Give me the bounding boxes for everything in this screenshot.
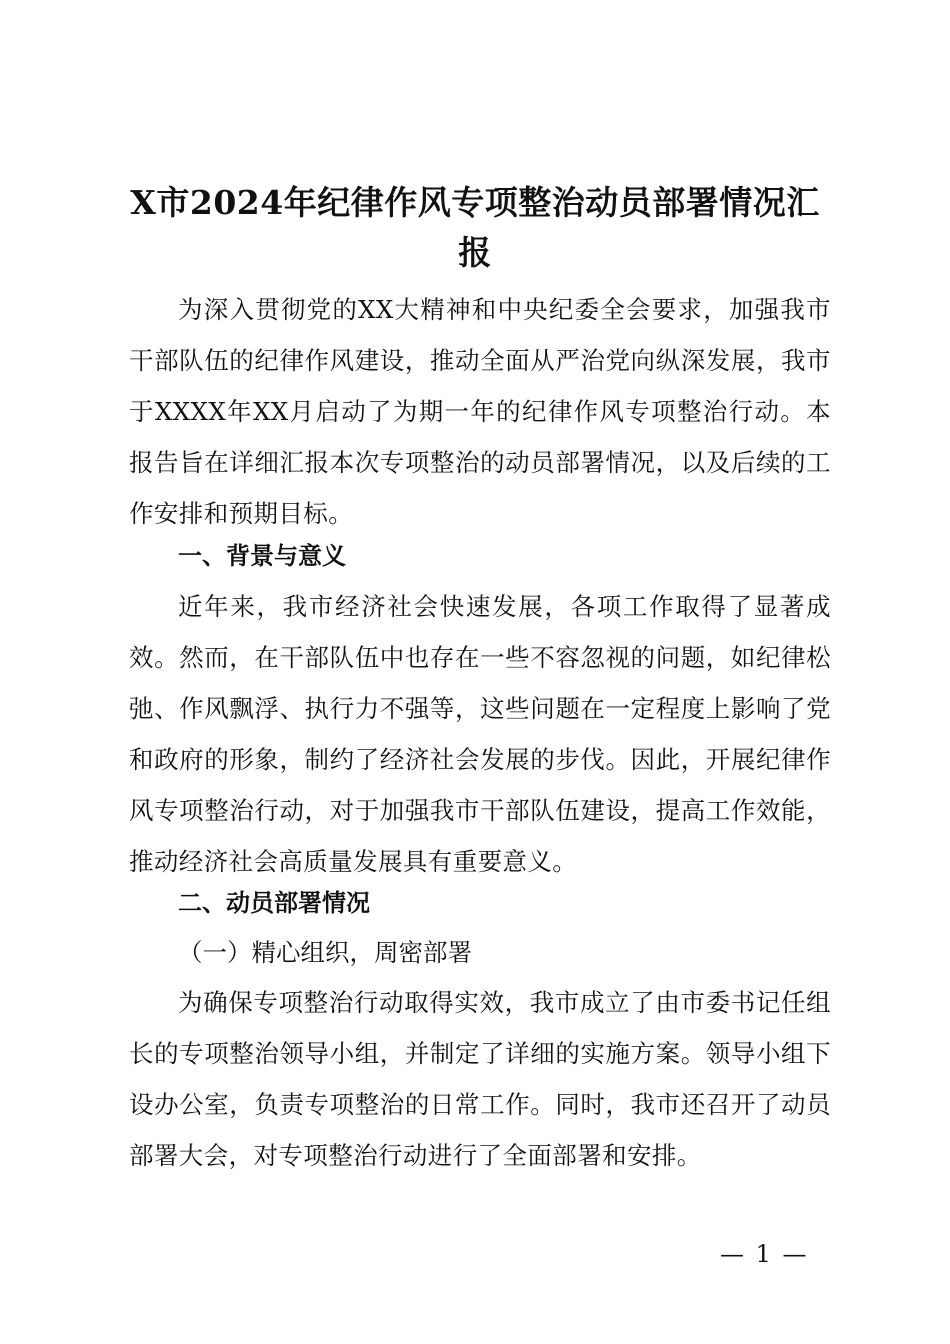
background-paragraph: 近年来，我市经济社会快速发展，各项工作取得了显著成效。然而，在干部队伍中也存在一些不容忽视的问题，如纪律松弛、作风飘浮、执行力不强等，这些问题在一定程度上影响了党和政府的形象，制约了经济社会发展的步伐。因此，开展纪律作风专项整治行动，对于加强我市干部队伍建设，提高工作效能，推动经济社会高质量发展具有重要意义。 <box>129 592 831 876</box>
page-number: — 1 — <box>720 1240 809 1268</box>
section-heading-deployment: 二、动员部署情况 <box>178 889 370 917</box>
document-title: X市2024年纪律作风专项整治动员部署情况汇报 <box>130 183 820 272</box>
section-heading-background: 一、背景与意义 <box>178 542 346 570</box>
subsection-heading-organization: （一）精心组织，周密部署 <box>178 938 472 967</box>
intro-paragraph: 为深入贯彻党的XX大精神和中央纪委全会要求，加强我市干部队伍的纪律作风建设，推动全面从严治党向纵深发展，我市于XXXX年XX月启动了为期一年的纪律作风专项整治行动。本报告旨在详细汇报本次专项整治的动员部署情况，以及后续的工作安排和预期目标。 <box>129 295 831 528</box>
deployment-paragraph: 为确保专项整治行动取得实效，我市成立了由市委书记任组长的专项整治领导小组，并制定了详细的实施方案。领导小组下设办公室，负责专项整治的日常工作。同时，我市还召开了动员部署大会，对专项整治行动进行了全面部署和安排。 <box>129 988 831 1170</box>
